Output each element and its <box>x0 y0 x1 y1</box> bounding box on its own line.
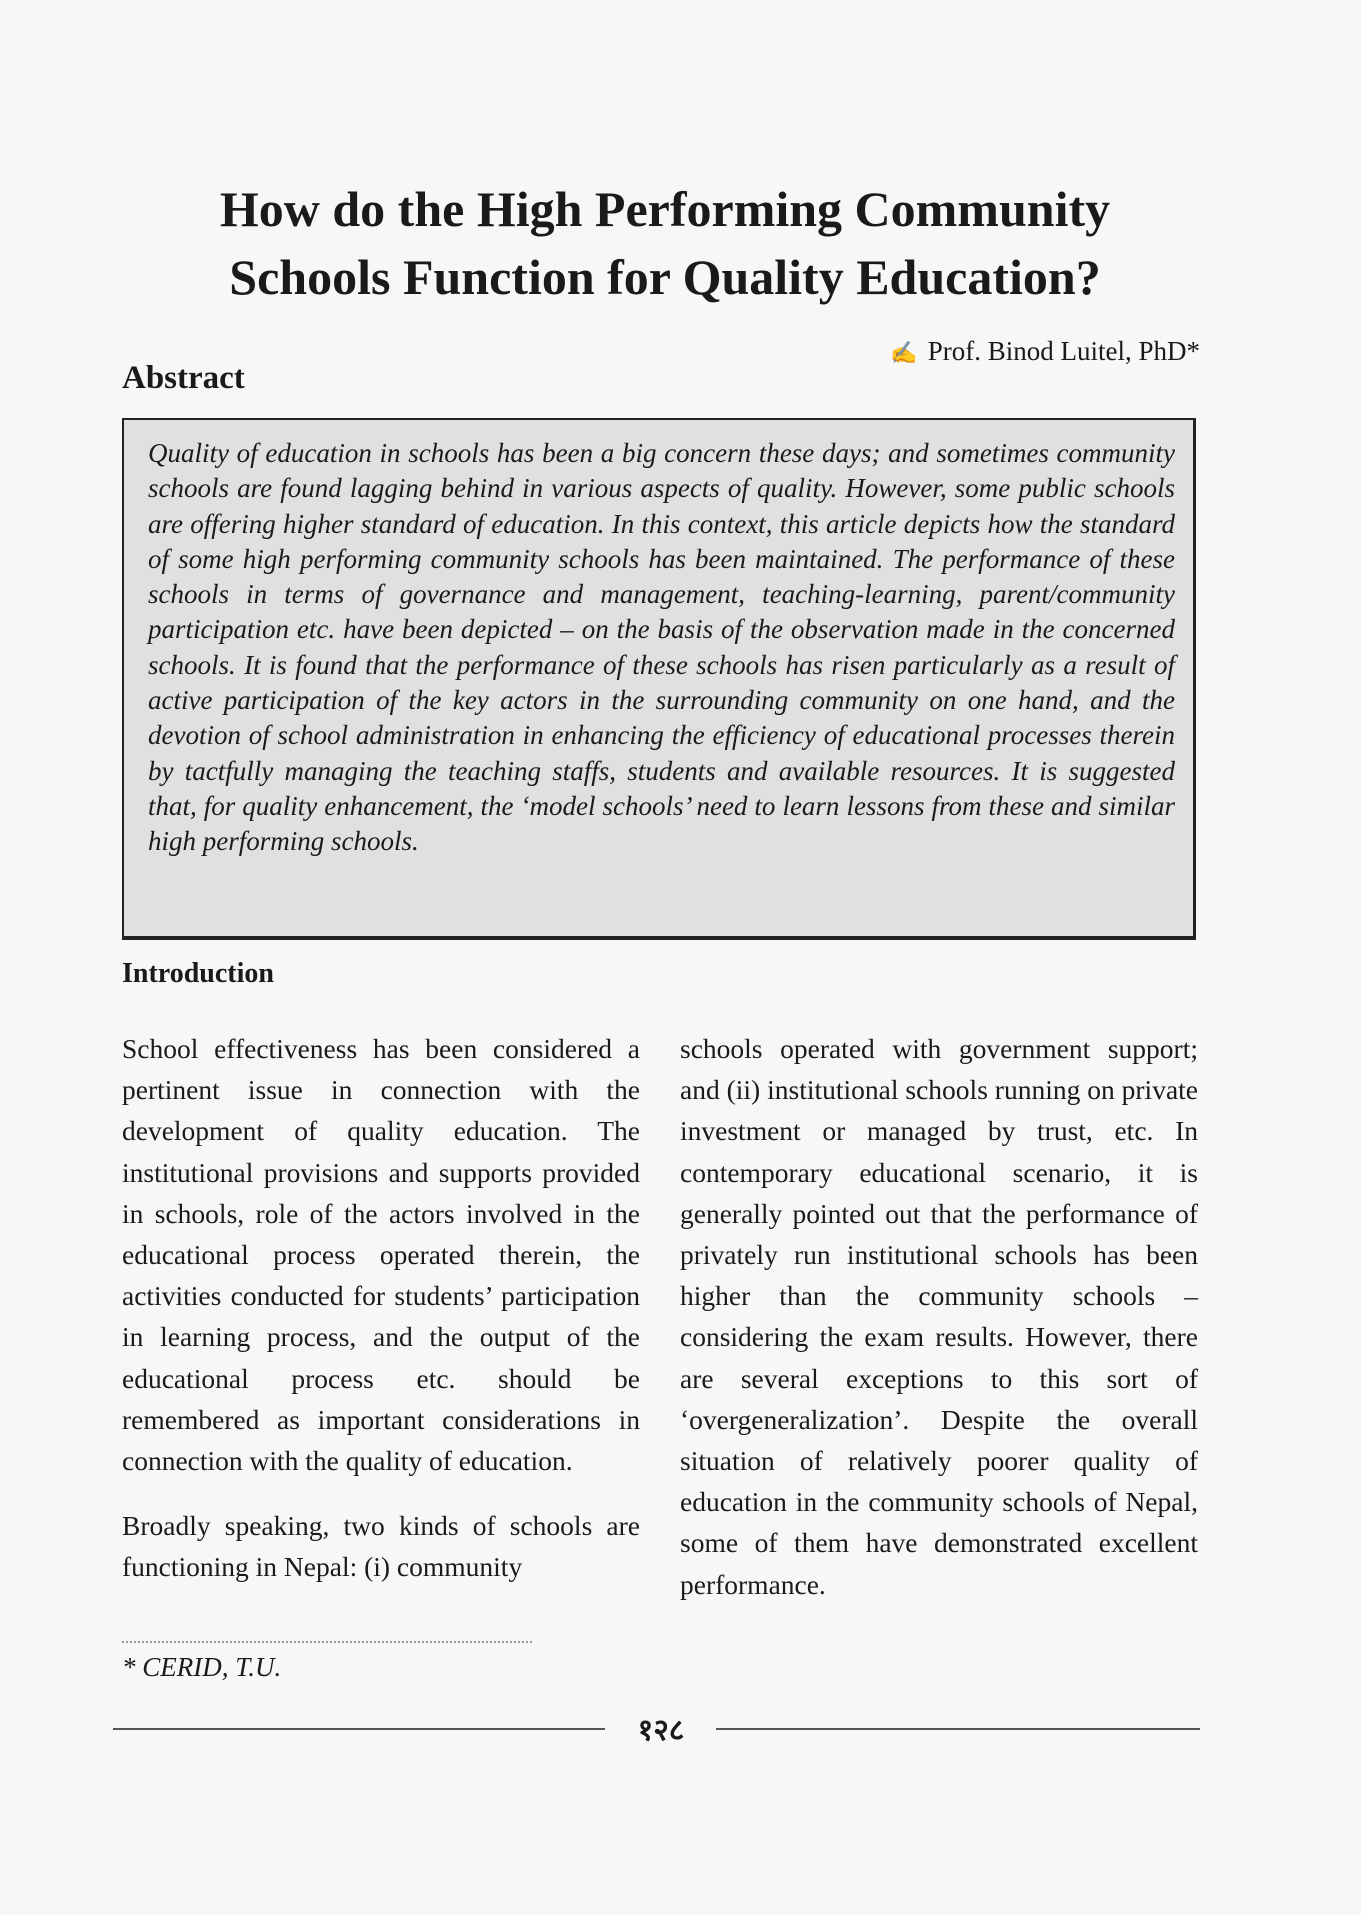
intro-paragraph-1: School effectiveness has been considered a pertinent issue in connection with the development of quality education. The institutional provisions and supports provided in schools, role of the actors involved in the educational process operated therein, the activities conducted for students’ participation in learning process, and the output of the educational process etc. should be remembered as important considerations in connection with the quality of education. <box>122 1033 640 1477</box>
article-title <box>120 175 1210 311</box>
abstract-box <box>122 418 1196 940</box>
right-column <box>680 1028 1198 1605</box>
intro-paragraph-2: Broadly speaking, two kinds of schools are functioning in Nepal: (i) community <box>122 1510 640 1583</box>
footnote: * CERID, T.U. <box>122 1652 282 1682</box>
title-line-2: Schools Function for Quality Education? <box>229 249 1101 305</box>
abstract-heading: Abstract <box>122 360 245 396</box>
page-footer-rule-right <box>716 1728 1200 1730</box>
footnote-divider <box>122 1641 532 1643</box>
pen-writing-icon: ✍ <box>890 340 918 365</box>
intro-paragraph-continued: schools operated with government support; and (ii) institutional schools running on private investment or managed by trust, etc. In contemporary educational scenario, it is generally pointed out that the performance of privately run institutional schools has been higher than the community schools – considering the exam results. However, there are several exceptions to this sort of ‘overgeneralization’. Despite the overall situation of relatively poorer quality of education in the community schools of Nepal, some of them have demonstrated excellent performance. <box>680 1033 1198 1600</box>
introduction-heading: Introduction <box>122 958 274 989</box>
left-column <box>122 1028 640 1588</box>
title-line-1: How do the High Performing Community <box>219 181 1111 237</box>
page-footer-rule-left <box>113 1728 605 1730</box>
author-byline <box>820 336 1200 367</box>
abstract-text: Quality of education in schools has been a big concern these days; and sometimes community schools are found lagging behind in various aspects of quality. However, some public schools are offering higher standard of education. In this context, this article depicts how the standard of some high performing community schools has been maintained. The performance of these schools in terms of governance and management, teaching-learning, parent/community participation etc. have been depicted – on the basis of the observation made in the concerned schools. It is found that the performance of these schools has risen particularly as a result of active participation of the key actors in the surrounding community on one hand, and the devotion of school administration in enhancing the efficiency of educational processes therein by tactfully managing the teaching staffs, students and available resources. It is suggested that, for quality enhancement, the ‘model schools’ need to learn lessons from these and similar high performing schools. <box>148 438 1175 857</box>
page-number: १२८ <box>637 1713 685 1748</box>
author-name: Prof. Binod Luitel, PhD* <box>927 336 1200 366</box>
